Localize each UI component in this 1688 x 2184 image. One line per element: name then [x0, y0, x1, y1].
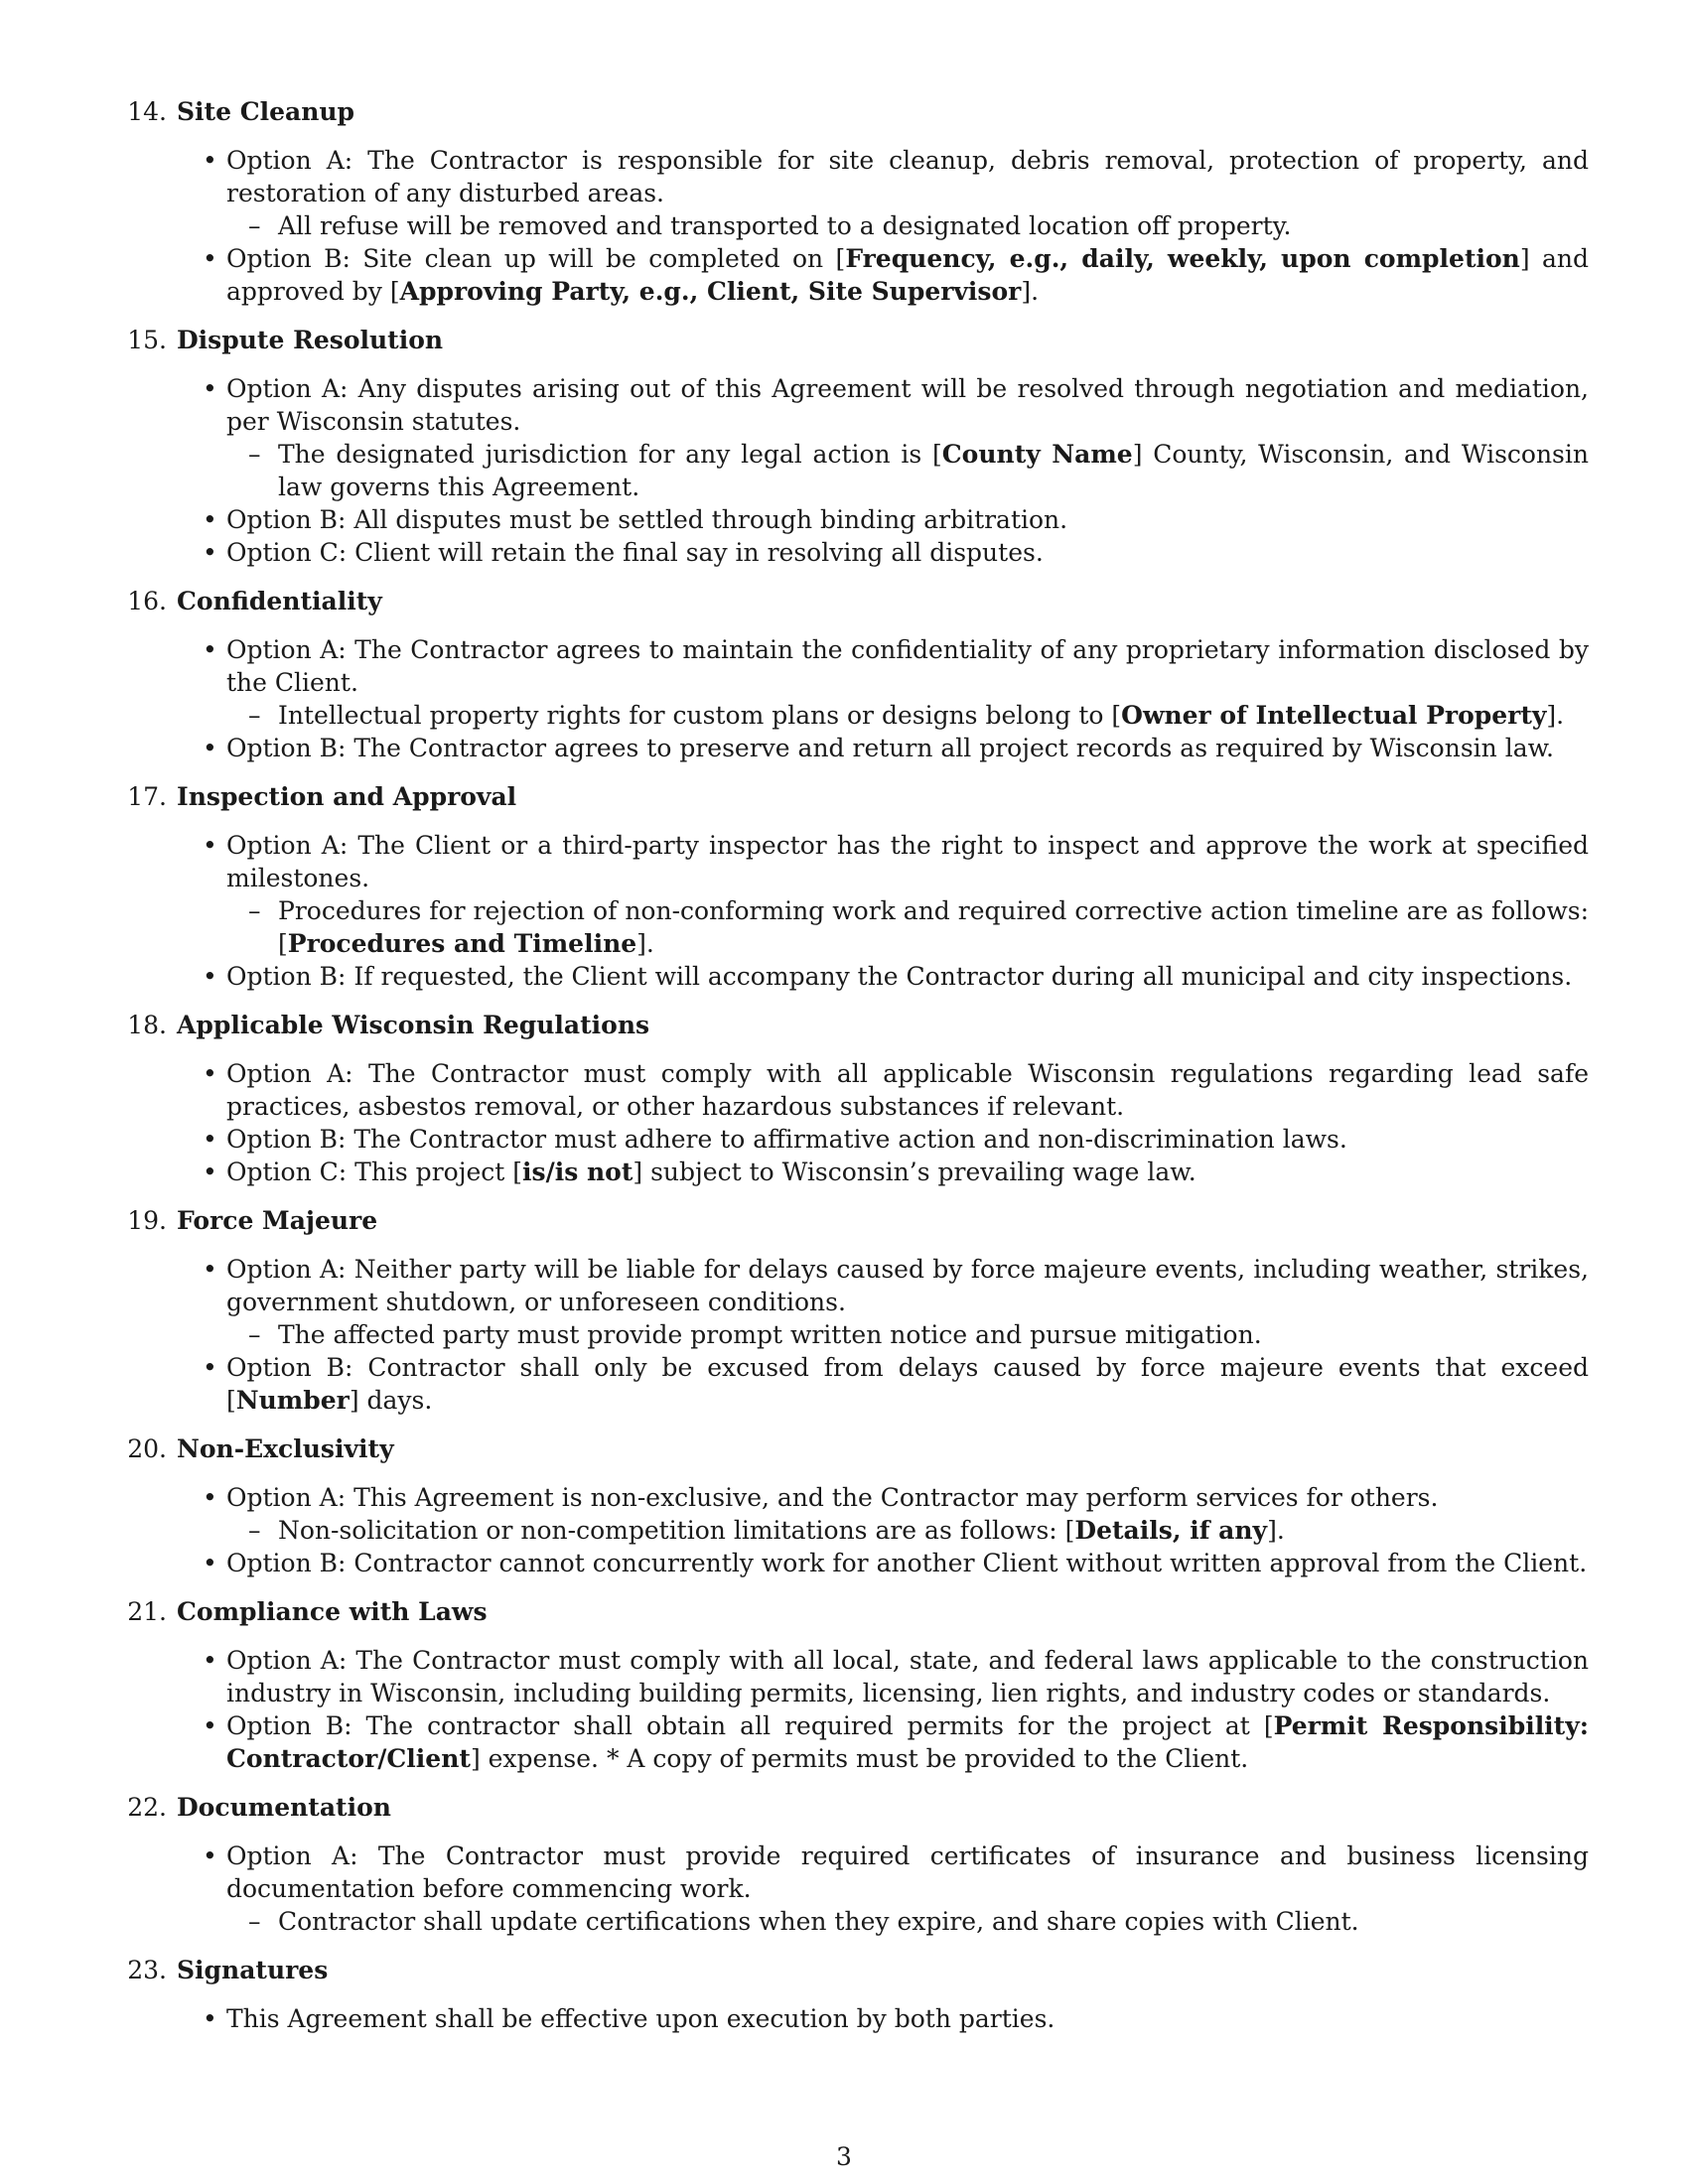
option-text: Option B: If requested, the Client will accompany the Contractor during all municipal and city inspections.: [226, 962, 1573, 991]
option-text: This Agreement shall be effective upon execution by both parties.: [226, 2004, 1055, 2033]
option-text: Option A: The Contractor must comply with all applicable Wisconsin regulations regarding lead safe practices, asbestos removal, or other hazardous substances if relevant.: [226, 1059, 1589, 1121]
clause-heading: [119, 585, 1589, 617]
bullet-icon: •: [203, 374, 217, 403]
sub-option-list: [226, 438, 1589, 503]
clause-number: 14.: [127, 97, 167, 126]
sub-option-text: ].: [1546, 701, 1565, 730]
sub-option-text: ].: [636, 929, 654, 958]
option-list: [119, 1644, 1589, 1775]
bullet-icon: •: [203, 1646, 217, 1675]
option-text: ] and approved by [: [226, 244, 1589, 306]
bullet-icon: •: [203, 505, 217, 534]
clause-title: Signatures: [177, 1956, 329, 1984]
option-item: [203, 144, 1589, 242]
clause-number: 20.: [127, 1434, 167, 1463]
option-text: Option A: The Contractor must comply with all local, state, and federal laws applicable to the construction industry in Wisconsin, including building permits, licensing, lien rights, and industry codes or standards.: [226, 1646, 1589, 1707]
sub-option-text: Procedures for rejection of non-conforming work and required corrective action timeline are as follows: [: [278, 896, 1589, 958]
clause-heading: [119, 1204, 1589, 1237]
clause-number: 17.: [127, 782, 167, 811]
option-text: ] subject to Wisconsin’s prevailing wage law.: [633, 1158, 1196, 1186]
option-item: [203, 1547, 1589, 1579]
placeholder-field: Approving Party, e.g., Client, Site Supervisor: [399, 277, 1022, 306]
bullet-icon: •: [203, 1125, 217, 1154]
placeholder-field: Procedures and Timeline: [287, 929, 637, 958]
option-text: Option B: All disputes must be settled through binding arbitration.: [226, 505, 1068, 534]
bullet-icon: •: [203, 1255, 217, 1284]
option-text: Option C: Client will retain the final say in resolving all disputes.: [226, 538, 1044, 567]
dash-icon: –: [248, 1907, 261, 1936]
clause-section: [119, 1791, 1589, 1938]
placeholder-field: Owner of Intellectual Property: [1121, 701, 1547, 730]
bullet-icon: •: [203, 538, 217, 567]
sub-option-text: ] County, Wisconsin, and Wisconsin law governs this Agreement.: [278, 440, 1589, 501]
option-item: [203, 242, 1589, 308]
option-text: Option A: The Contractor must provide required certificates of insurance and business licensing documentation before commencing work.: [226, 1842, 1589, 1903]
clause-title: Applicable Wisconsin Regulations: [177, 1011, 650, 1039]
clause-heading: [119, 95, 1589, 128]
clause-section: [119, 780, 1589, 993]
option-item: [203, 1123, 1589, 1156]
option-item: [203, 1057, 1589, 1123]
clause-section: [119, 1595, 1589, 1775]
clause-title: Confidentiality: [177, 587, 382, 615]
clause-heading: [119, 324, 1589, 356]
bullet-icon: •: [203, 1711, 217, 1740]
clause-number: 18.: [127, 1011, 167, 1039]
option-list: [119, 1481, 1589, 1579]
sub-option-list: [226, 1318, 1589, 1351]
page-number: 3: [836, 2142, 852, 2171]
dash-icon: –: [248, 896, 261, 925]
sub-option-item: [248, 1514, 1589, 1547]
dash-icon: –: [248, 701, 261, 730]
option-item: [203, 732, 1589, 764]
bullet-icon: •: [203, 831, 217, 860]
option-item: [203, 1481, 1589, 1547]
sub-option-item: [248, 894, 1589, 960]
dash-icon: –: [248, 211, 261, 240]
sub-option-list: [226, 1514, 1589, 1547]
clause-title: Inspection and Approval: [177, 782, 517, 811]
document-body: [119, 95, 1589, 2051]
option-text: Option B: Contractor cannot concurrently work for another Client without written approval from the Client.: [226, 1549, 1588, 1577]
placeholder-field: Number: [235, 1386, 350, 1415]
bullet-icon: •: [203, 1353, 217, 1382]
option-item: [203, 1840, 1589, 1938]
sub-option-list: [226, 1905, 1589, 1938]
sub-option-item: [248, 1318, 1589, 1351]
option-item: [203, 1156, 1589, 1188]
option-text: Option A: The Contractor agrees to maintain the confidentiality of any proprietary information disclosed by the Client.: [226, 635, 1589, 697]
option-text: Option A: Any disputes arising out of this Agreement will be resolved through negotiation and mediation, per Wisconsin statutes.: [226, 374, 1589, 436]
bullet-icon: •: [203, 1842, 217, 1870]
clause-section: [119, 585, 1589, 764]
clause-number: 23.: [127, 1956, 167, 1984]
clause-section: [119, 1009, 1589, 1188]
option-text: Option B: The Contractor agrees to preserve and return all project records as required by Wisconsin law.: [226, 734, 1554, 762]
option-list: [119, 1840, 1589, 1938]
clause-number: 19.: [127, 1206, 167, 1235]
option-list: [119, 2002, 1589, 2035]
sub-option-text: The affected party must provide prompt written notice and pursue mitigation.: [278, 1320, 1262, 1349]
sub-option-text: Intellectual property rights for custom plans or designs belong to [: [278, 701, 1122, 730]
sub-option-text: The designated jurisdiction for any legal action is [: [278, 440, 942, 469]
option-text: Option A: This Agreement is non-exclusive, and the Contractor may perform services for others.: [226, 1483, 1439, 1512]
bullet-icon: •: [203, 962, 217, 991]
clause-heading: [119, 1595, 1589, 1628]
clause-title: Compliance with Laws: [177, 1597, 488, 1626]
bullet-icon: •: [203, 734, 217, 762]
option-text: Option A: The Client or a third-party inspector has the right to inspect and approve the work at specified milestones.: [226, 831, 1589, 892]
placeholder-field: Details, if any: [1074, 1516, 1268, 1545]
option-list: [119, 372, 1589, 569]
clause-heading: [119, 1954, 1589, 1986]
option-item: [203, 633, 1589, 732]
clause-heading: [119, 780, 1589, 813]
placeholder-field: Permit Responsibility: Contractor/Client: [226, 1711, 1589, 1773]
sub-option-item: [248, 1905, 1589, 1938]
placeholder-field: is/is not: [522, 1158, 633, 1186]
option-list: [119, 144, 1589, 308]
bullet-icon: •: [203, 244, 217, 273]
option-list: [119, 633, 1589, 764]
clause-number: 22.: [127, 1793, 167, 1822]
dash-icon: –: [248, 1516, 261, 1545]
option-item: [203, 1644, 1589, 1709]
sub-option-text: Non-solicitation or non-competition limitations are as follows: [: [278, 1516, 1075, 1545]
option-text: ].: [1021, 277, 1040, 306]
option-item: [203, 829, 1589, 960]
bullet-icon: •: [203, 2004, 217, 2033]
sub-option-item: [248, 438, 1589, 503]
option-item: [203, 2002, 1589, 2035]
option-item: [203, 503, 1589, 536]
bullet-icon: •: [203, 1059, 217, 1088]
bullet-icon: •: [203, 146, 217, 175]
clause-number: 15.: [127, 326, 167, 354]
option-text: Option B: Site clean up will be completed on [: [226, 244, 846, 273]
placeholder-field: County Name: [941, 440, 1133, 469]
clause-number: 21.: [127, 1597, 167, 1626]
option-text: Option C: This project [: [226, 1158, 522, 1186]
sub-option-list: [226, 699, 1589, 732]
dash-icon: –: [248, 440, 261, 469]
clause-section: [119, 324, 1589, 569]
bullet-icon: •: [203, 635, 217, 664]
option-list: [119, 1057, 1589, 1188]
option-item: [203, 372, 1589, 503]
sub-option-text: ].: [1267, 1516, 1285, 1545]
option-item: [203, 1253, 1589, 1351]
bullet-icon: •: [203, 1158, 217, 1186]
placeholder-field: Frequency, e.g., daily, weekly, upon completion: [845, 244, 1520, 273]
clause-number: 16.: [127, 587, 167, 615]
dash-icon: –: [248, 1320, 261, 1349]
clause-heading: [119, 1433, 1589, 1465]
option-item: [203, 960, 1589, 993]
clause-section: [119, 1954, 1589, 2035]
clause-title: Force Majeure: [177, 1206, 378, 1235]
clause-heading: [119, 1791, 1589, 1824]
clause-section: [119, 1204, 1589, 1417]
clause-section: [119, 95, 1589, 308]
option-text: Option B: Contractor shall only be excused from delays caused by force majeure events that exceed [: [226, 1353, 1589, 1415]
clause-title: Dispute Resolution: [177, 326, 444, 354]
clause-title: Non-Exclusivity: [177, 1434, 394, 1463]
sub-option-list: [226, 209, 1589, 242]
clause-title: Documentation: [177, 1793, 391, 1822]
option-text: ] expense. * A copy of permits must be provided to the Client.: [470, 1744, 1249, 1773]
sub-option-text: All refuse will be removed and transported to a designated location off property.: [278, 211, 1292, 240]
bullet-icon: •: [203, 1483, 217, 1512]
option-item: [203, 536, 1589, 569]
option-text: Option B: The contractor shall obtain all required permits for the project at [: [226, 1711, 1274, 1740]
option-text: Option B: The Contractor must adhere to affirmative action and non-discrimination laws.: [226, 1125, 1347, 1154]
sub-option-text: Contractor shall update certifications when they expire, and share copies with Client.: [278, 1907, 1359, 1936]
option-text: ] days.: [349, 1386, 433, 1415]
clause-section: [119, 1433, 1589, 1579]
clause-heading: [119, 1009, 1589, 1041]
option-text: Option A: Neither party will be liable for delays caused by force majeure events, including weather, strikes, government shutdown, or unforeseen conditions.: [226, 1255, 1589, 1316]
option-list: [119, 1253, 1589, 1417]
option-text: Option A: The Contractor is responsible for site cleanup, debris removal, protection of property, and restoration of any disturbed areas.: [226, 146, 1589, 207]
sub-option-list: [226, 894, 1589, 960]
option-list: [119, 829, 1589, 993]
option-item: [203, 1351, 1589, 1417]
sub-option-item: [248, 699, 1589, 732]
sub-option-item: [248, 209, 1589, 242]
clause-title: Site Cleanup: [177, 97, 355, 126]
option-item: [203, 1709, 1589, 1775]
bullet-icon: •: [203, 1549, 217, 1577]
